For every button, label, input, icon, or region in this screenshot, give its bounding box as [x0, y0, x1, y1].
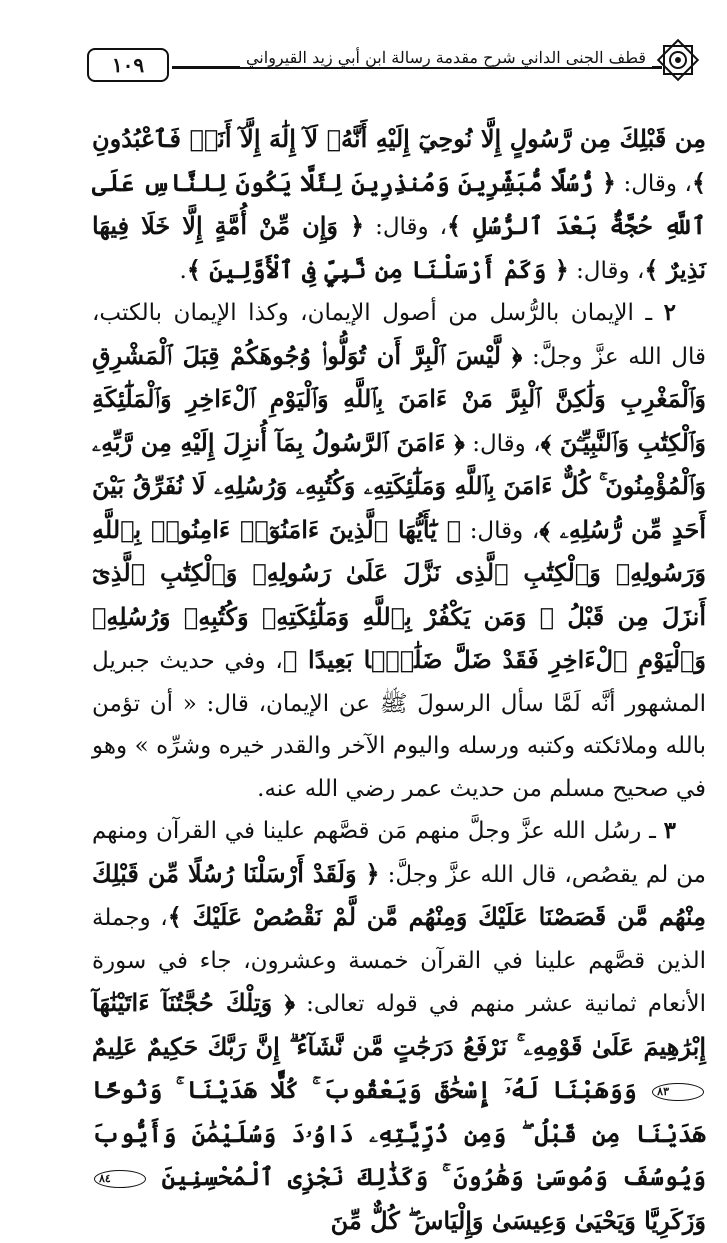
quran-text: وَإِن مِّنْ أُمَّةٍ إِلَّا خَلَا فِيهَا نَذِيرٌ [92, 211, 706, 284]
quran-text: يَٰٓأَيُّهَا ٱلَّذِينَ ءَامَنُوٓا۟ ءَامِنُوا۟ بِٱللَّهِ وَرَسُولِهِۦ وَٱلْكِتَٰبِ ٱلَّذِى نَزَّلَ عَلَىٰ رَسُولِهِۦ وَٱلْكِتَٰبِ ٱلَّذِىٓ أَنزَلَ مِن قَبْلُ ۚ وَمَن يَكْفُرْ بِٱللَّهِ وَمَلَٰٓئِكَتِهِۦ وَكُتُبِهِۦ وَرُسُلِهِۦ وَٱلْيَوْمِ ٱلْءَاخِرِ فَقَدْ ضَلَّ ضَلَٰلًۢا بَعِيدًا [92, 514, 707, 674]
quran-text: لَّيْسَ ٱلْبِرَّ أَن تُوَلُّوا۟ وُجُوهَكُمْ قِبَلَ ٱلْمَشْرِقِ وَٱلْمَغْرِبِ وَلَٰكِنَّ ٱلْبِرَّ مَنْ ءَامَنَ بِٱللَّهِ وَٱلْيَوْمِ ٱلْءَاخِرِ وَٱلْمَلَٰٓئِكَةِ وَٱلْكِتَٰبِ وَٱلنَّبِيِّـۧنَ [92, 340, 707, 457]
open-bracket: ﴿ [601, 167, 616, 197]
paragraph-1 [92, 118, 706, 292]
body-text: ـ رسُل الله عزَّ وجلَّ منهم مَن قصَّهم علينا في القرآن ومنهم من لم يقصُص، قال الله عزَّ وجلَّ: [92, 818, 706, 888]
open-bracket: ﴿ [511, 340, 523, 370]
quran-quote [92, 988, 706, 1235]
quran-text: ءَامَنَ ٱلرَّسُولُ بِمَآ أُنزِلَ إِلَيْهِ مِن رَّبِّهِۦ وَٱلْمُؤْمِنُونَ ۚ كُلٌّ ءَامَنَ بِٱللَّهِ وَمَلَٰٓئِكَتِهِۦ وَكُتُبِهِۦ وَرُسُلِهِۦ لَا نُفَرِّقُ بَيْنَ أَحَدٍ مِّن رُّسُلِهِۦ [92, 427, 707, 544]
open-bracket: ﴿ [365, 858, 380, 888]
body-text: ، وقال: [469, 517, 540, 544]
close-bracket: ﴾ [186, 254, 201, 284]
quran-text: وَزَكَرِيَّا وَيَحْيَىٰ وَعِيسَىٰ وَإِلْيَاسَ ۖ كُلٌّ مِّنَ [330, 1205, 706, 1235]
paragraph-number: ٢ [663, 299, 677, 326]
close-bracket: ﴾ [691, 167, 707, 197]
paragraph-3 [92, 810, 706, 1243]
close-bracket: ﴾ [447, 211, 462, 240]
quran-text: وَلَقَدْ أَرْسَلْنَا رُسُلًا مِّن قَبْلِكَ مِنْهُم مَّن قَصَصْنَا عَلَيْكَ وَمِنْهُم مَّن لَّمْ نَقْصُصْ عَلَيْكَ [92, 858, 707, 931]
paragraph-number: ٣ [663, 817, 676, 844]
body-text: ، وقال: [375, 214, 448, 240]
aya-number-marker: ٨٤ [94, 1170, 146, 1188]
body-text: ـ الإيمان بالرُّسل من أصول الإيمان، وكذا الإيمان بالكتب، قال الله عزَّ وجلَّ: [92, 300, 707, 370]
open-bracket: ﴿ [446, 514, 462, 544]
close-bracket: ﴾ [282, 645, 298, 674]
close-bracket: ﴾ [644, 254, 659, 284]
body-text: ، وقال: [623, 170, 692, 197]
open-bracket: ﴿ [554, 254, 569, 284]
close-bracket: ﴾ [540, 427, 552, 457]
page-header [92, 42, 692, 82]
open-bracket: ﴿ [454, 427, 465, 457]
open-bracket: ﴿ [284, 988, 296, 1017]
body-text: ، وقال: [472, 430, 541, 457]
quran-text: رُّسُلًا مُّبَشِّرِينَ وَمُنذِرِينَ لِئَلَّا يَكُونَ لِلنَّاسِ عَلَى ٱللَّهِ حُجَّةٌۢ بَعْدَ ٱلرُّسُلِ [92, 167, 707, 240]
close-bracket: ﴾ [167, 902, 182, 931]
quran-text: وَتِلْكَ حُجَّتُنَآ ءَاتَيْنَٰهَآ إِبْرَٰهِيمَ عَلَىٰ قَوْمِهِۦ ۚ نَرْفَعُ دَرَجَٰتٍ مَّن نَّشَآءُ ۗ إِنَّ رَبَّكَ حَكِيمٌ عَلِيمٌ [92, 988, 706, 1061]
aya-number-marker: ٨٣ [652, 1083, 704, 1101]
open-bracket: ﴿ [350, 211, 365, 240]
body-text: ، وجملة الذين قصَّهم علينا في القرآن خمسة وعشرون، جاء في سورة الأنعام ثمانية عشر منهم في قوله تعالى: [92, 905, 706, 1017]
page-number: ١٠٩ [111, 53, 145, 77]
quran-text: مِن قَبْلِكَ مِن رَّسُولٍ إِلَّا نُوحِيٓ إِلَيْهِ أَنَّهُۥ لَآ إِلَٰهَ إِلَّآ أَنَا۠ فَٱعْبُدُونِ [92, 124, 706, 153]
quran-text: وَكَمْ أَرْسَلْنَا مِن نَّبِيٍّ فِى ٱلْأَوَّلِينَ [209, 254, 547, 284]
header-title: قطف الجنى الداني شرح مقدمة رسالة ابن أبي زيد القيرواني [240, 48, 652, 67]
paragraph-2 [92, 292, 706, 810]
quran-text: وَوَهَبْنَا لَهُۥٓ إِسْحَٰقَ وَيَعْقُوبَ ۚ كُلًّا هَدَيْنَا ۚ وَنُوحًا هَدَيْنَا مِن قَبْلُ ۖ وَمِن ذُرِّيَّتِهِۦ دَاوُۥدَ وَسُلَيْمَٰنَ وَأَيُّوبَ وَيُوسُفَ وَمُوسَىٰ وَهَٰرُونَ ۚ وَكَذَٰلِكَ نَجْزِى ٱلْمُحْسِنِينَ [92, 1075, 706, 1191]
quran-quote [187, 255, 569, 284]
body-text: ، وقال: [576, 257, 645, 284]
close-bracket: ﴾ [539, 514, 550, 544]
body-text: ، وفي حديث جبريل المشهور أنَّه لَمَّا سأل الرسولَ ﷺ عن الإيمان، قال: « أن تؤمن بالله وملائكته وكتبه ورسله واليوم الآخر والقدر خيره وشرِّه » وهو في صحيح مسلم من حديث عمر رضي الله عنه. [92, 648, 706, 802]
page-body [92, 118, 706, 1243]
star-ornament-icon [656, 38, 700, 82]
page-number-box [87, 48, 169, 82]
body-text: . [179, 257, 187, 284]
